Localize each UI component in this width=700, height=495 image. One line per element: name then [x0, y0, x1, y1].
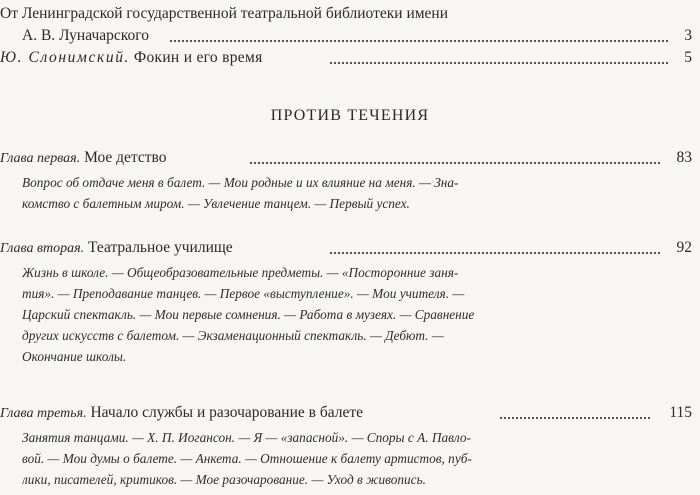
chapter-title: Мое детство [84, 149, 167, 166]
section-title: ПРОТИВ ТЕЧЕНИЯ [270, 107, 430, 124]
page-number: 115 [665, 402, 692, 424]
chapter-2-description [22, 262, 692, 367]
toc-entry-library-line1 [0, 3, 700, 25]
toc-entry-library-line2 [0, 25, 700, 47]
chapter-label: Глава вторая. [0, 241, 85, 256]
entry-title: От Ленинградской государственной театральной библиотеки имени [0, 3, 452, 25]
toc-entry-slonimsky [0, 47, 700, 69]
toc-entry-chapter-1 [0, 147, 700, 169]
dot-leader [500, 417, 650, 419]
description-line: Жизнь в школе. — Общеобразовательные предметы. — «Посторонние заня- [22, 265, 459, 280]
description-line: Окончание школы. [22, 349, 127, 364]
chapter-label: Глава третья. [0, 406, 87, 421]
description-line: Царский спектакль. — Мои первые сомнения. — Работа в музеях. — Сравнение [22, 307, 475, 322]
page-number: 92 [673, 237, 693, 259]
dot-leader [330, 62, 668, 64]
description-line: комство с балетным миром. — Увлечение танцем. — Первый успех. [22, 196, 410, 211]
description-line: Занятия танцами. — Х. П. Иогансон. — Я — «запасной». — Споры с А. Павло- [22, 430, 471, 445]
chapter-label: Глава первая. [0, 151, 81, 166]
chapter-1-description [22, 172, 692, 214]
entry-text [0, 237, 237, 260]
description-line: тия». — Преподавание танцев. — Первое «выступление». — Мои учителя. — [22, 286, 465, 301]
description-line: лики, писателей, критиков. — Мое разочарование. — Уход в живопись. [22, 472, 426, 487]
page-number: 83 [673, 147, 693, 169]
page-number: 5 [680, 47, 692, 69]
dot-leader [330, 252, 660, 254]
entry-title-continuation: А. В. Луначарского [22, 25, 153, 47]
entry-author: Ю. Слонимский. [0, 49, 131, 66]
toc-entry-chapter-2 [0, 237, 700, 259]
dot-leader [170, 40, 668, 42]
description-line: других искусств с балетом. — Экзаменационный спектакль. — Дебют. — [22, 328, 444, 343]
description-line: Вопрос об отдаче меня в балет. — Мои родные и их влияние на меня. — Зна- [22, 175, 459, 190]
entry-text [0, 47, 267, 69]
chapter-3-description [22, 427, 692, 490]
entry-text [0, 147, 171, 170]
entry-title: Фокин и его время [133, 49, 263, 66]
chapter-title: Театральное училище [88, 239, 233, 256]
page-number: 3 [680, 25, 692, 47]
dot-leader [250, 162, 660, 164]
entry-text [0, 402, 367, 425]
chapter-title: Начало службы и разочарование в балете [90, 404, 364, 421]
toc-entry-chapter-3 [0, 402, 700, 424]
description-line: вой. — Мои думы о балете. — Анкета. — Отношение к балету артистов, пуб- [22, 451, 472, 466]
